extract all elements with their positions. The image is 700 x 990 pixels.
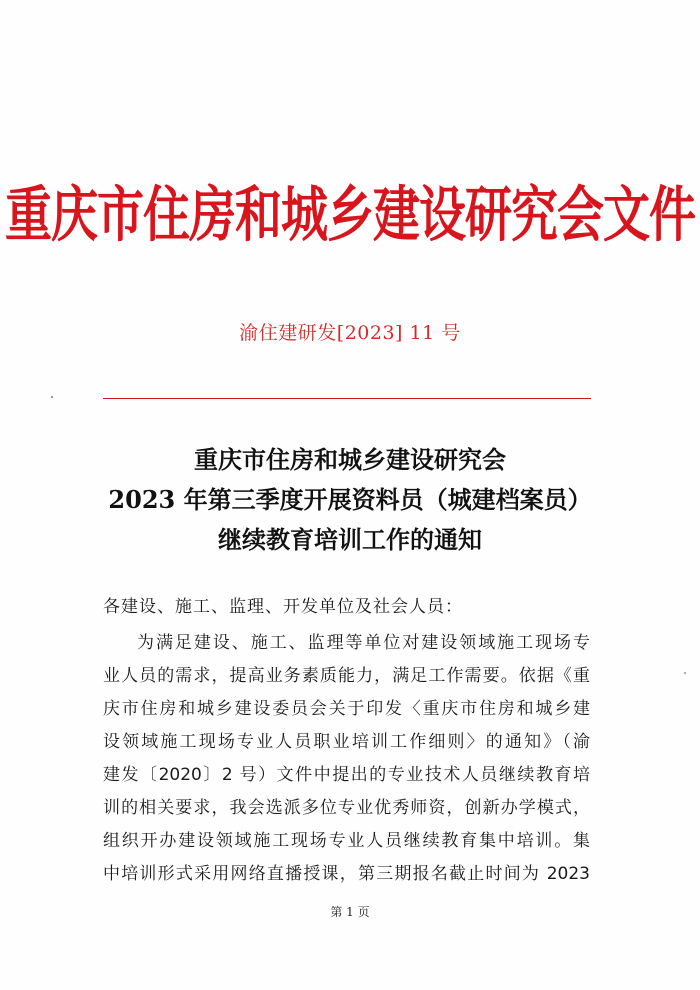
header-divider [103, 398, 591, 399]
org-header-title: 重庆市住房和城乡建设研究会文件 [5, 180, 695, 251]
paragraph-line: 中培训形式采用网络直播授课，第三期报名截止时间为 2023 [103, 864, 590, 884]
notice-title-line: 继续教育培训工作的通知 [218, 525, 482, 554]
scan-speck [51, 396, 53, 398]
paragraph-line: 建发〔2020〕2 号）文件中提出的专业技术人员继续教育培 [103, 765, 590, 785]
notice-title-line: 2023 年第三季度开展资料员（城建档案员） [108, 485, 592, 514]
paragraph-line: 设领域施工现场专业人员职业培训工作细则〉的通知》（渝 [103, 732, 590, 752]
body-paragraph [103, 627, 590, 891]
paragraph-line: 庆市住房和城乡建设委员会关于印发〈重庆市住房和城乡建 [103, 699, 590, 719]
page-number: 第 1 页 [330, 905, 370, 919]
salutation: 各建设、施工、监理、开发单位及社会人员： [103, 597, 463, 617]
scan-speck [684, 672, 686, 674]
notice-title [0, 440, 700, 560]
paragraph-line: 业人员的需求，提高业务素质能力，满足工作需要。依据《重 [103, 666, 590, 686]
paragraph-line: 训的相关要求，我会选派多位专业优秀师资，创新办学模式， [103, 798, 590, 818]
paragraph-line: 为满足建设、施工、监理等单位对建设领域施工现场专 [137, 633, 590, 653]
document-number: 渝住建研发[2023] 11 号 [239, 322, 461, 344]
paragraph-line: 组织开办建设领域施工现场专业人员继续教育集中培训。集 [103, 831, 590, 851]
notice-title-line: 重庆市住房和城乡建设研究会 [194, 445, 506, 474]
